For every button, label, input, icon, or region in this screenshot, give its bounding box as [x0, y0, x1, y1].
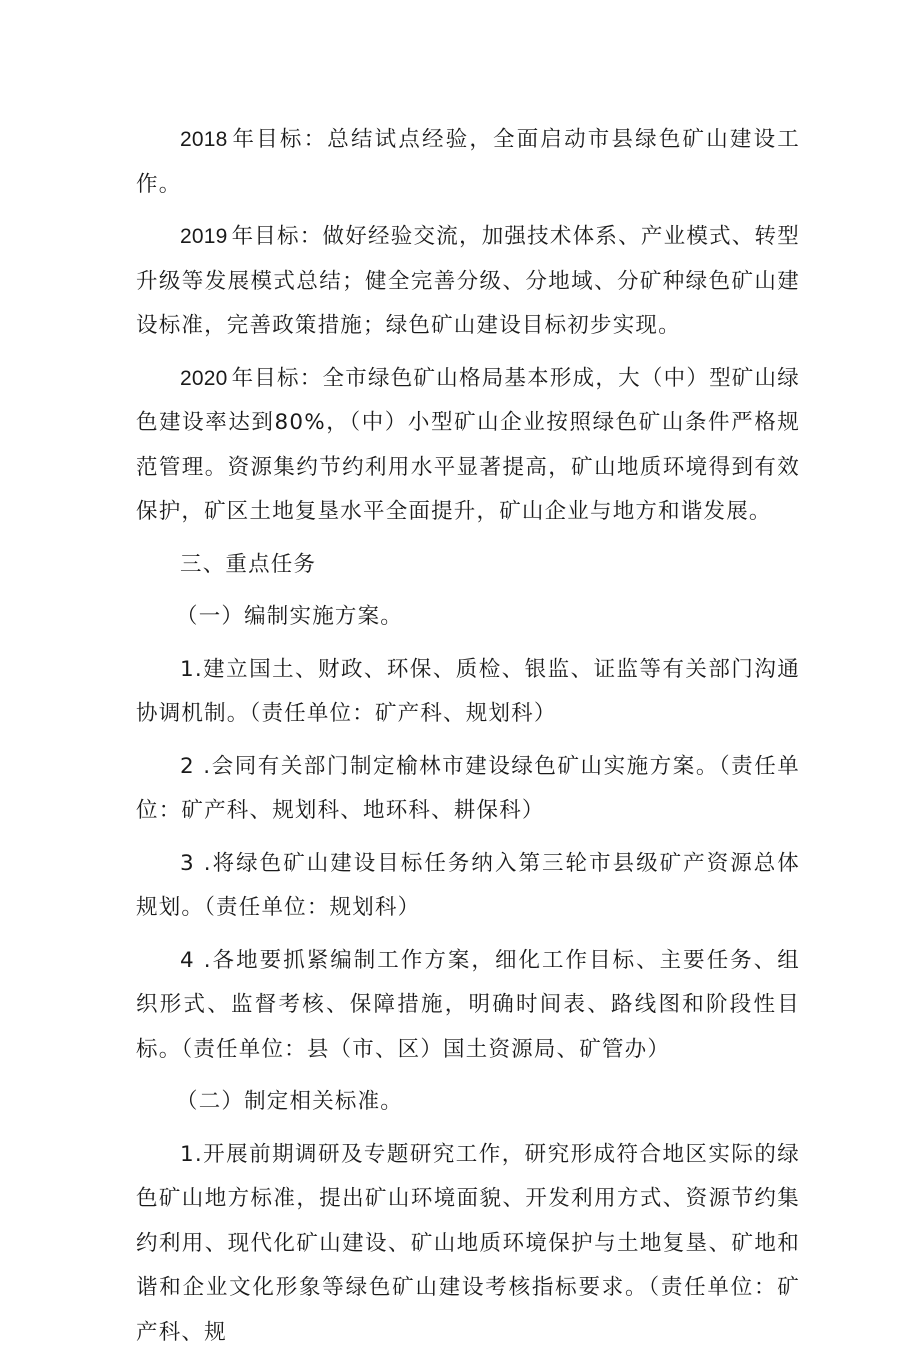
year-label: 2019 [180, 225, 228, 248]
goal-2020-paragraph [136, 357, 800, 535]
year-label: 2020 [180, 367, 228, 390]
paragraph-text: 年目标：总结试点经验，全面启动市县绿色矿山建设工作。 [136, 127, 800, 197]
goal-2019-paragraph [136, 215, 800, 349]
task-item-2: 2 .会同有关部门制定榆林市建设绿色矿山实施方案。（责任单位：矿产科、规划科、地环科、耕保科） [136, 745, 800, 834]
sub-heading-standards: （二）制定相关标准。 [136, 1080, 800, 1125]
year-label: 2018 [180, 128, 228, 151]
task-item-3: 3 .将绿色矿山建设目标任务纳入第三轮市县级矿产资源总体规划。（责任单位：规划科） [136, 842, 800, 931]
sub-heading-implementation-plan: （一）编制实施方案。 [136, 595, 800, 640]
section-heading-key-tasks: 三、重点任务 [136, 543, 800, 588]
task-item-4: 4 .各地要抓紧编制工作方案，细化工作目标、主要任务、组织形式、监督考核、保障措施，明确时间表、路线图和阶段性目标。（责任单位：县（市、区）国土资源局、矿管办） [136, 939, 800, 1073]
paragraph-text: 年目标：全市绿色矿山格局基本形成，大（中）型矿山绿色建设率达到80%，（中）小型矿山企业按照绿色矿山条件严格规范管理。资源集约节约利用水平显著提高，矿山地质环境得到有效保护，矿区土地复垦水平全面提升，矿山企业与地方和谐发展。 [136, 366, 800, 525]
paragraph-text: 年目标：做好经验交流，加强技术体系、产业模式、转型升级等发展模式总结；健全完善分级、分地域、分矿种绿色矿山建设标准，完善政策措施；绿色矿山建设目标初步实现。 [136, 224, 800, 338]
task-item-1: 1.建立国土、财政、环保、质检、银监、证监等有关部门沟通协调机制。（责任单位：矿产科、规划科） [136, 648, 800, 737]
goal-2018-paragraph [136, 118, 800, 207]
standards-item-1: 1.开展前期调研及专题研究工作，研究形成符合地区实际的绿色矿山地方标准，提出矿山环境面貌、开发利用方式、资源节约集约利用、现代化矿山建设、矿山地质环境保护与土地复垦、矿地和谐和企业文化形象等绿色矿山建设考核指标要求。（责任单位：矿产科、规 [136, 1133, 800, 1355]
